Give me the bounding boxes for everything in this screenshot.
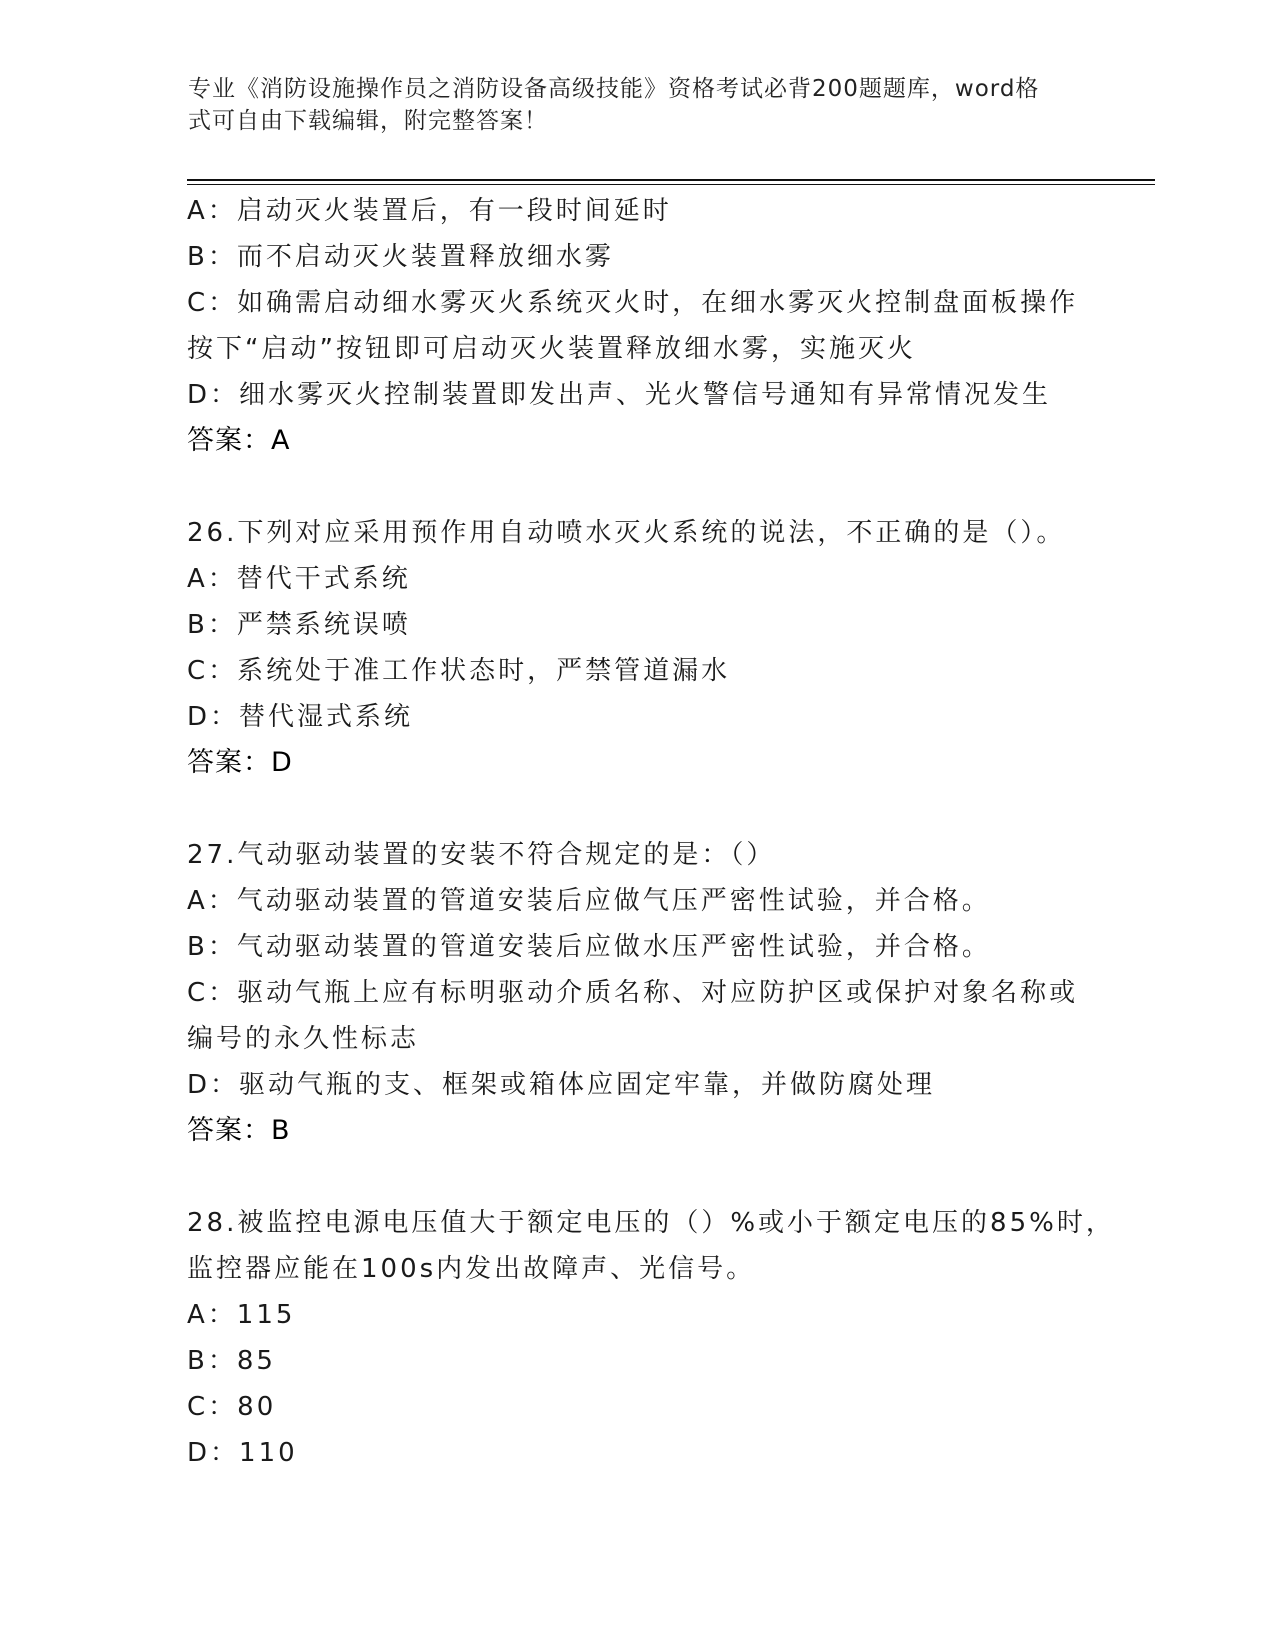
spacer	[187, 1154, 1087, 1200]
q28-option-c: C：80	[187, 1392, 277, 1422]
q28-question: 28.被监控电源电压值大于额定电压的（）%或小于额定电压的85%时，	[187, 1208, 1115, 1238]
q27-option-d: D：驱动气瓶的支、框架或箱体应固定牢靠，并做防腐处理	[187, 1070, 936, 1100]
q27-question: 27.气动驱动装置的安装不符合规定的是：（）	[187, 840, 776, 870]
header-line-1: 专业《消防设施操作员之消防设备高级技能》资格考试必背200题题库，word格	[188, 76, 1040, 102]
spacer	[187, 464, 1087, 510]
document-body	[187, 188, 1115, 1476]
header-line-2: 式可自由下载编辑，附完整答案！	[188, 108, 548, 134]
q26-option-a: A：替代干式系统	[187, 564, 411, 594]
q25-option-c-continued: 按下“启动”按钮即可启动灭火装置释放细水雾，实施灭火	[187, 334, 916, 364]
q25-answer: 答案：A	[187, 425, 291, 456]
q26-answer: 答案：D	[187, 747, 293, 778]
q27-option-c-continued: 编号的永久性标志	[187, 1024, 420, 1054]
document-header	[188, 73, 1068, 137]
q25-option-b: B：而不启动灭火装置释放细水雾	[187, 242, 614, 272]
q26-question: 26.下列对应采用预作用自动喷水灭火系统的说法，不正确的是（）。	[187, 518, 1066, 548]
q28-option-d: D：110	[187, 1438, 298, 1468]
q28-option-b: B：85	[187, 1346, 276, 1376]
q28-option-a: A：115	[187, 1300, 296, 1330]
header-rule-thin	[187, 184, 1155, 185]
q27-option-b: B：气动驱动装置的管道安装后应做水压严密性试验，并合格。	[187, 932, 991, 962]
q25-option-a: A：启动灭火装置后，有一段时间延时	[187, 196, 672, 226]
q27-option-c: C：驱动气瓶上应有标明驱动介质名称、对应防护区或保护对象名称或	[187, 978, 1079, 1008]
q28-question-continued: 监控器应能在100s内发出故障声、光信号。	[187, 1254, 756, 1284]
q26-option-d: D：替代湿式系统	[187, 702, 414, 732]
q26-option-c: C：系统处于准工作状态时，严禁管道漏水	[187, 656, 731, 686]
q27-option-a: A：气动驱动装置的管道安装后应做气压严密性试验，并合格。	[187, 886, 991, 916]
q26-option-b: B：严禁系统误喷	[187, 610, 411, 640]
q25-option-d: D：细水雾灭火控制装置即发出声、光火警信号通知有异常情况发生	[187, 380, 1052, 410]
q25-option-c: C：如确需启动细水雾灭火系统灭火时，在细水雾灭火控制盘面板操作	[187, 288, 1079, 318]
spacer	[187, 786, 1087, 832]
q27-answer: 答案：B	[187, 1115, 291, 1146]
header-rule-thick	[187, 179, 1155, 181]
